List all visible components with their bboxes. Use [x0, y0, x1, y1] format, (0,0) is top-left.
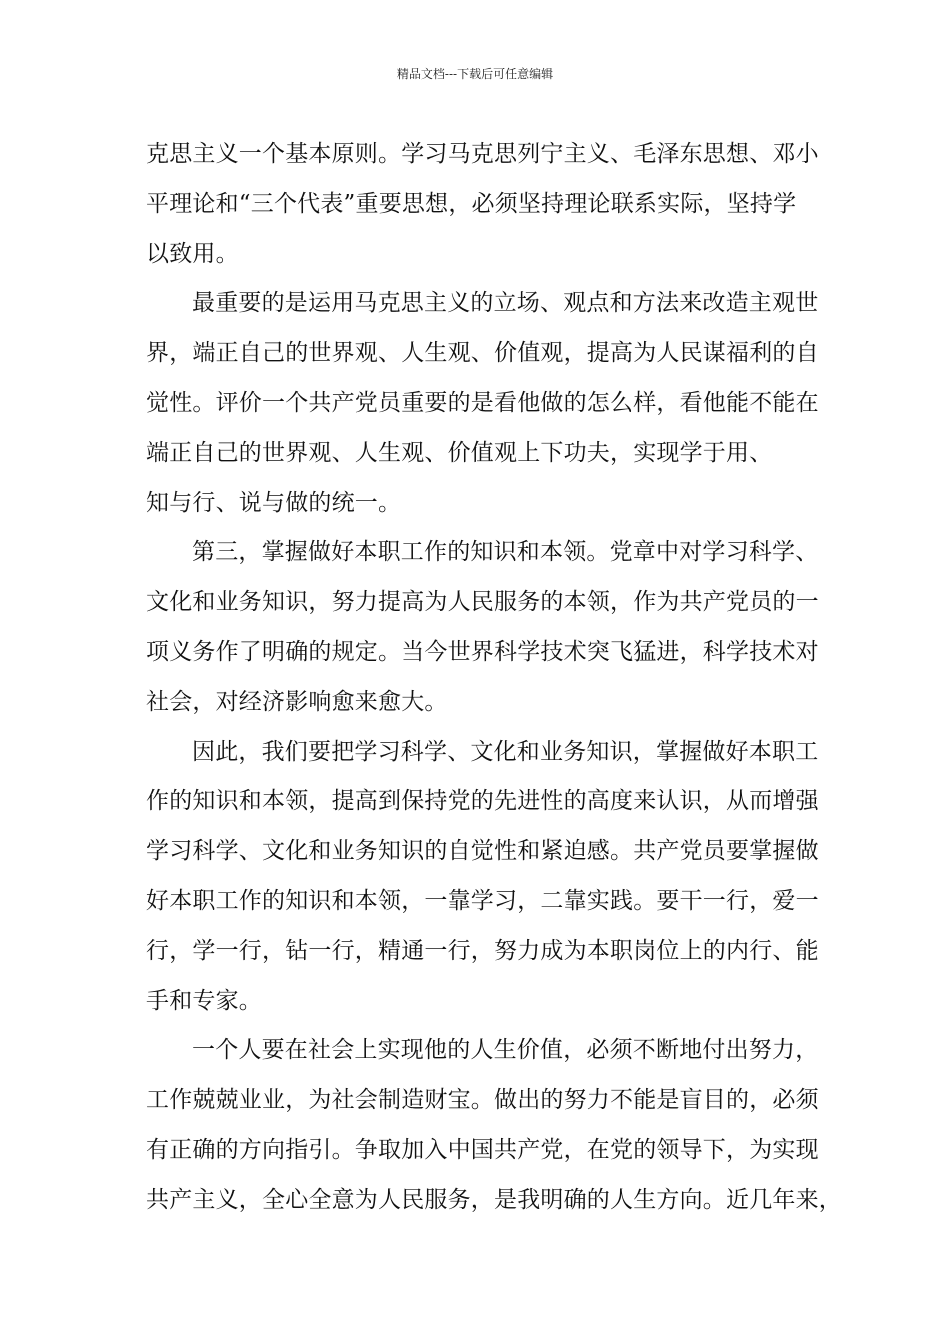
text-line: 行，学一行，钻一行，精通一行，努力成为本职岗位上的内行、能	[146, 937, 819, 964]
text-line: 学习科学、文化和业务知识的自觉性和紧迫感。共产党员要掌握做	[146, 838, 819, 865]
text-line: 作的知识和本领，提高到保持党的先进性的高度来认识，从而增强	[146, 788, 819, 815]
text-line: 好本职工作的知识和本领，一靠学习，二靠实践。要干一行，爱一	[146, 887, 819, 914]
text-line: 有正确的方向指引。争取加入中国共产党，在党的领导下，为实现	[146, 1136, 819, 1163]
text-line: 觉性。评价一个共产党员重要的是看他做的怎么样，看他能不能在	[146, 389, 819, 416]
text-line: 手和专家。	[146, 987, 262, 1014]
text-line: 界，端正自己的世界观、人生观、价值观，提高为人民谋福利的自	[146, 340, 819, 367]
paragraph-first-line: 最重要的是运用马克思主义的立场、观点和方法来改造主观世	[192, 290, 819, 317]
page-header: 精品文档---下载后可任意编辑	[396, 67, 554, 81]
document-body	[146, 130, 842, 1226]
paragraph-first-line: 因此，我们要把学习科学、文化和业务知识，掌握做好本职工	[192, 738, 819, 765]
text-line: 平理论和“三个代表”重要思想，必须坚持理论联系实际，坚持学	[146, 190, 797, 217]
text-line: 共产主义，全心全意为人民服务，是我明确的人生方向。近几年来，	[146, 1186, 842, 1213]
text-line: 文化和业务知识，努力提高为人民服务的本领，作为共产党员的一	[146, 589, 819, 616]
text-line: 项义务作了明确的规定。当今世界科学技术突飞猛进，科学技术对	[146, 638, 819, 665]
text-line: 知与行、说与做的统一。	[146, 489, 402, 516]
text-line: 社会，对经济影响愈来愈大。	[146, 688, 448, 715]
paragraph-first-line: 第三，掌握做好本职工作的知识和本领。党章中对学习科学、	[192, 539, 819, 566]
text-line: 以致用。	[146, 240, 239, 267]
text-line: 工作兢兢业业，为社会制造财宝。做出的努力不能是盲目的，必须	[146, 1087, 819, 1114]
text-line: 克思主义一个基本原则。学习马克思列宁主义、毛泽东思想、邓小	[146, 141, 819, 167]
text-line: 端正自己的世界观、人生观、价值观上下功夫，实现学于用、	[146, 439, 773, 466]
paragraph-first-line: 一个人要在社会上实现他的人生价值，必须不断地付出努力，	[192, 1037, 819, 1064]
